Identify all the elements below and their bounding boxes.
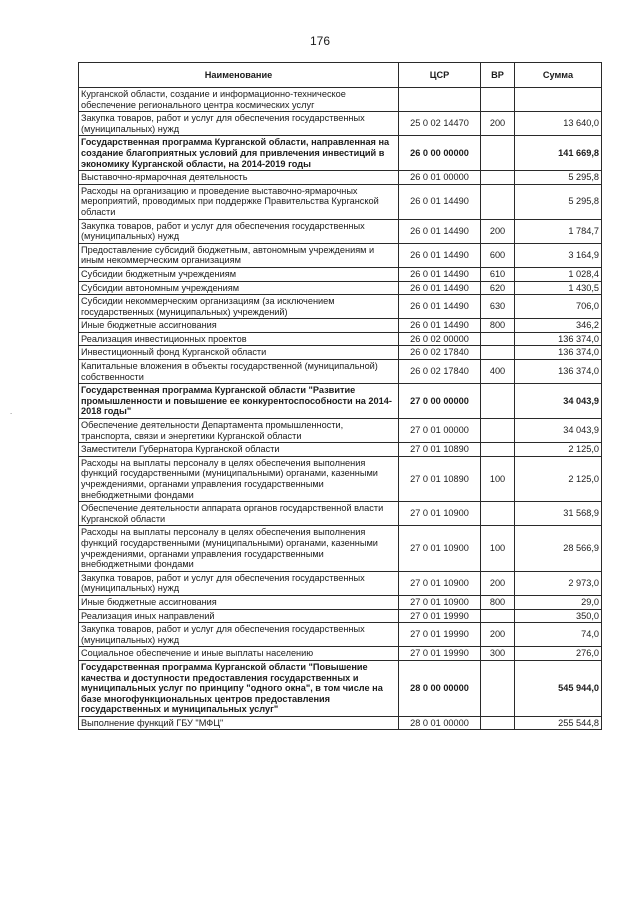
cell-csr: 25 0 02 14470	[399, 112, 481, 136]
cell-sum: 706,0	[515, 295, 602, 319]
cell-name: Расходы на организацию и проведение выставочно-ярмарочных мероприятий, проводимых при поддержке Правительства Курганской области	[79, 184, 399, 219]
cell-sum: 29,0	[515, 595, 602, 609]
cell-csr	[399, 88, 481, 112]
cell-csr: 27 0 00 00000	[399, 384, 481, 419]
cell-name: Расходы на выплаты персоналу в целях обеспечения выполнения функций государственными (муниципальными) органами, казенными учреждениями, органами управления государственными внебюджетными фондами	[79, 456, 399, 501]
cell-name: Социальное обеспечение и иные выплаты населению	[79, 647, 399, 661]
table-row	[79, 319, 602, 333]
table-row	[79, 502, 602, 526]
cell-csr: 26 0 01 14490	[399, 184, 481, 219]
cell-csr: 26 0 02 00000	[399, 332, 481, 346]
cell-name: Расходы на выплаты персоналу в целях обеспечения выполнения функций государственными (муниципальными) органами, казенными учреждениями, органами управления государственными внебюджетными фондами	[79, 526, 399, 571]
cell-csr: 26 0 01 00000	[399, 171, 481, 185]
cell-vr	[481, 136, 515, 171]
table-row	[79, 456, 602, 501]
table-row	[79, 716, 602, 730]
cell-name: Выставочно-ярмарочная деятельность	[79, 171, 399, 185]
cell-vr	[481, 171, 515, 185]
cell-csr: 27 0 01 10900	[399, 571, 481, 595]
table-row	[79, 647, 602, 661]
table-row	[79, 571, 602, 595]
header-vr: ВР	[481, 63, 515, 88]
cell-vr	[481, 660, 515, 716]
table-row	[79, 112, 602, 136]
cell-name: Обеспечение деятельности аппарата органов государственной власти Курганской области	[79, 502, 399, 526]
cell-name: Заместители Губернатора Курганской области	[79, 443, 399, 457]
cell-vr	[481, 88, 515, 112]
cell-name: Реализация иных направлений	[79, 609, 399, 623]
cell-sum: 3 164,9	[515, 243, 602, 267]
cell-csr: 26 0 02 17840	[399, 360, 481, 384]
header-csr: ЦСР	[399, 63, 481, 88]
cell-csr: 27 0 01 19990	[399, 647, 481, 661]
cell-sum: 31 568,9	[515, 502, 602, 526]
cell-vr: 300	[481, 647, 515, 661]
cell-csr: 26 0 01 14490	[399, 219, 481, 243]
cell-csr: 27 0 01 10890	[399, 456, 481, 501]
table-row	[79, 419, 602, 443]
table-row	[79, 267, 602, 281]
table-row	[79, 243, 602, 267]
table-row	[79, 171, 602, 185]
cell-sum: 2 125,0	[515, 443, 602, 457]
cell-name: Закупка товаров, работ и услуг для обеспечения государственных (муниципальных) нужд	[79, 112, 399, 136]
table-row	[79, 295, 602, 319]
cell-csr: 27 0 01 10900	[399, 502, 481, 526]
cell-sum: 136 374,0	[515, 332, 602, 346]
cell-name: Государственная программа Курганской области, направленная на создание благоприятных условий для привлечения инвестиций в экономику Курганской области, на 2014-2019 годы	[79, 136, 399, 171]
cell-name: Закупка товаров, работ и услуг для обеспечения государственных (муниципальных) нужд	[79, 623, 399, 647]
table-row	[79, 609, 602, 623]
cell-vr: 200	[481, 571, 515, 595]
cell-vr: 200	[481, 219, 515, 243]
cell-name: Закупка товаров, работ и услуг для обеспечения государственных (муниципальных) нужд	[79, 219, 399, 243]
cell-vr: 610	[481, 267, 515, 281]
cell-sum: 74,0	[515, 623, 602, 647]
cell-vr	[481, 346, 515, 360]
cell-vr: 100	[481, 526, 515, 571]
cell-vr	[481, 332, 515, 346]
table-row	[79, 595, 602, 609]
cell-name: Выполнение функций ГБУ "МФЦ"	[79, 716, 399, 730]
cell-csr: 27 0 01 00000	[399, 419, 481, 443]
cell-sum: 34 043,9	[515, 384, 602, 419]
cell-sum: 545 944,0	[515, 660, 602, 716]
table-header-row	[79, 63, 602, 88]
cell-vr: 600	[481, 243, 515, 267]
cell-sum: 13 640,0	[515, 112, 602, 136]
cell-vr	[481, 384, 515, 419]
cell-sum: 28 566,9	[515, 526, 602, 571]
cell-csr: 27 0 01 19990	[399, 609, 481, 623]
cell-csr: 26 0 01 14490	[399, 319, 481, 333]
cell-name: Закупка товаров, работ и услуг для обеспечения государственных (муниципальных) нужд	[79, 571, 399, 595]
cell-sum: 2 125,0	[515, 456, 602, 501]
scan-speck: ˙	[10, 412, 13, 422]
cell-vr: 800	[481, 319, 515, 333]
cell-sum: 5 295,8	[515, 184, 602, 219]
cell-vr	[481, 502, 515, 526]
cell-name: Субсидии некоммерческим организациям (за исключением государственных (муниципальных) учреждений)	[79, 295, 399, 319]
table-row	[79, 219, 602, 243]
cell-sum: 350,0	[515, 609, 602, 623]
cell-sum: 5 295,8	[515, 171, 602, 185]
header-sum: Сумма	[515, 63, 602, 88]
cell-csr: 26 0 01 14490	[399, 267, 481, 281]
cell-vr: 100	[481, 456, 515, 501]
table-row	[79, 360, 602, 384]
cell-sum: 136 374,0	[515, 346, 602, 360]
table-row	[79, 88, 602, 112]
cell-csr: 27 0 01 19990	[399, 623, 481, 647]
cell-name: Государственная программа Курганской области "Повышение качества и доступности предоставления государственных и муниципальных услуг по принципу "одного окна", в том числе на базе многофункциональных центров предоставления государственных и муниципальных услуг"	[79, 660, 399, 716]
cell-name: Курганской области, создание и информационно-техническое обеспечение регионального центра космических услуг	[79, 88, 399, 112]
table-row	[79, 443, 602, 457]
cell-vr	[481, 716, 515, 730]
page-number: 176	[309, 34, 331, 48]
cell-name: Инвестиционный фонд Курганской области	[79, 346, 399, 360]
cell-csr: 26 0 01 14490	[399, 243, 481, 267]
cell-name: Обеспечение деятельности Департамента промышленности, транспорта, связи и энергетики Курганской области	[79, 419, 399, 443]
cell-name: Субсидии автономным учреждениям	[79, 281, 399, 295]
cell-sum: 1 028,4	[515, 267, 602, 281]
cell-vr	[481, 184, 515, 219]
cell-vr: 200	[481, 112, 515, 136]
cell-vr: 630	[481, 295, 515, 319]
cell-vr	[481, 443, 515, 457]
cell-sum: 255 544,8	[515, 716, 602, 730]
cell-sum: 346,2	[515, 319, 602, 333]
table-row	[79, 384, 602, 419]
cell-sum: 136 374,0	[515, 360, 602, 384]
cell-csr: 27 0 01 10900	[399, 595, 481, 609]
cell-csr: 27 0 01 10890	[399, 443, 481, 457]
cell-csr: 27 0 01 10900	[399, 526, 481, 571]
cell-vr	[481, 419, 515, 443]
cell-csr: 26 0 01 14490	[399, 295, 481, 319]
cell-csr: 26 0 02 17840	[399, 346, 481, 360]
table-body	[79, 88, 602, 730]
cell-name: Иные бюджетные ассигнования	[79, 595, 399, 609]
cell-name: Реализация инвестиционных проектов	[79, 332, 399, 346]
cell-vr: 800	[481, 595, 515, 609]
cell-csr: 28 0 01 00000	[399, 716, 481, 730]
table-row	[79, 184, 602, 219]
table-row	[79, 623, 602, 647]
table-row	[79, 526, 602, 571]
cell-sum: 141 669,8	[515, 136, 602, 171]
cell-name: Иные бюджетные ассигнования	[79, 319, 399, 333]
budget-table	[78, 62, 602, 730]
cell-name: Капитальные вложения в объекты государственной (муниципальной) собственности	[79, 360, 399, 384]
table-row	[79, 346, 602, 360]
cell-sum: 1 430,5	[515, 281, 602, 295]
cell-sum: 34 043,9	[515, 419, 602, 443]
cell-sum: 2 973,0	[515, 571, 602, 595]
cell-sum: 1 784,7	[515, 219, 602, 243]
header-name: Наименование	[79, 63, 399, 88]
table-row	[79, 660, 602, 716]
cell-csr: 26 0 00 00000	[399, 136, 481, 171]
cell-csr: 26 0 01 14490	[399, 281, 481, 295]
cell-name: Государственная программа Курганской области "Развитие промышленности и повышение ее конкурентоспособности на 2014-2018 годы"	[79, 384, 399, 419]
table-row	[79, 136, 602, 171]
cell-name: Предоставление субсидий бюджетным, автономным учреждениям и иным некоммерческим организациям	[79, 243, 399, 267]
cell-vr: 400	[481, 360, 515, 384]
table-row	[79, 281, 602, 295]
cell-name: Субсидии бюджетным учреждениям	[79, 267, 399, 281]
cell-vr: 620	[481, 281, 515, 295]
cell-csr: 28 0 00 00000	[399, 660, 481, 716]
cell-vr: 200	[481, 623, 515, 647]
cell-sum: 276,0	[515, 647, 602, 661]
cell-sum	[515, 88, 602, 112]
cell-vr	[481, 609, 515, 623]
table-row	[79, 332, 602, 346]
